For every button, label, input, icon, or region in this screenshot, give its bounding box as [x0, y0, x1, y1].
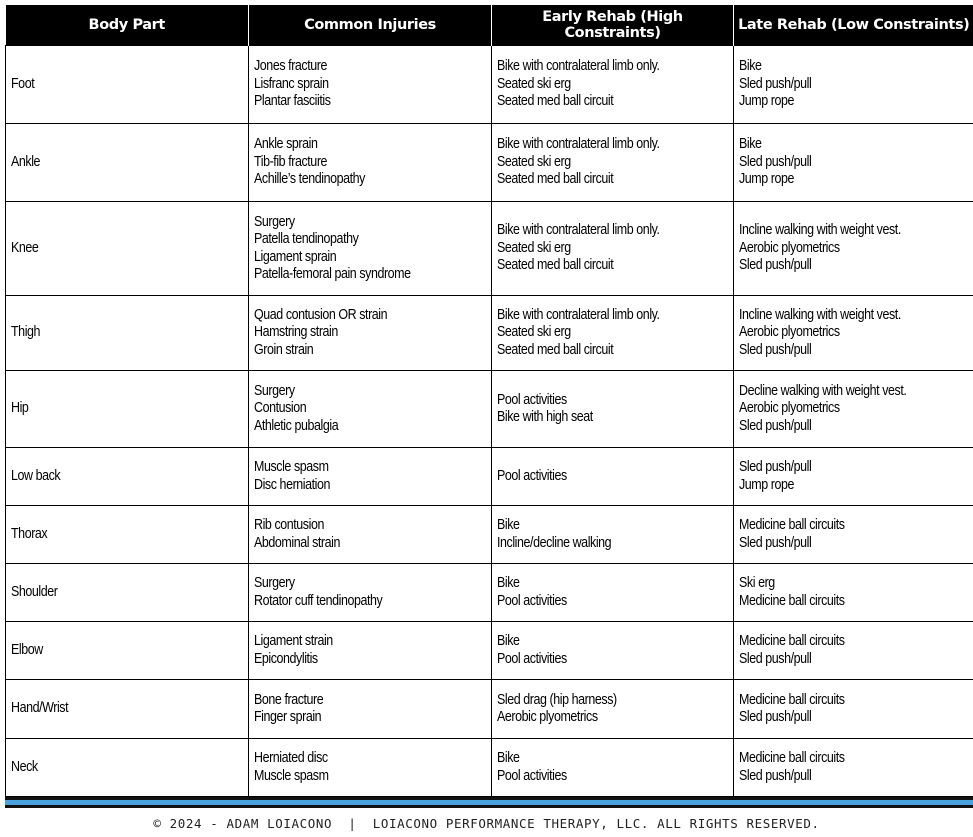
- cell-early-rehab-text: [497, 392, 593, 427]
- cell-line: Jump rope: [739, 171, 795, 188]
- cell-line: Bike with high seat: [497, 409, 593, 425]
- cell-late-rehab-text: [739, 136, 811, 189]
- cell-body-part: [6, 296, 249, 371]
- cell-line: Muscle spasm: [254, 459, 329, 475]
- cell-early-rehab: [492, 202, 734, 296]
- cell-line: Lisfranc sprain: [254, 75, 329, 92]
- cell-line: Rib contusion: [254, 517, 324, 533]
- cell-line: Medicine ball circuits: [739, 691, 845, 708]
- cell-common-injuries: [249, 124, 492, 202]
- cell-body-part: [6, 448, 249, 506]
- cell-line: Ligament sprain: [254, 248, 337, 265]
- cell-line: Medicine ball circuits: [739, 517, 845, 533]
- cell-body-part-text: Low back: [11, 467, 61, 484]
- cell-line: Seated ski erg: [497, 153, 571, 170]
- cell-line: Bike with contralateral limb only.: [497, 58, 660, 75]
- cell-line: Incline walking with weight vest.: [739, 306, 901, 323]
- rehab-table-container: [5, 5, 973, 797]
- cell-common-injuries-text: [254, 459, 330, 494]
- cell-line: Bike with contralateral limb only.: [497, 222, 660, 239]
- table-row: [6, 506, 973, 564]
- cell-line: Surgery: [254, 382, 295, 399]
- header-row: [6, 5, 973, 46]
- cell-common-injuries: [249, 506, 492, 564]
- cell-early-rehab-text: [497, 136, 660, 189]
- cell-body-part-text: Hip: [11, 400, 29, 417]
- cell-common-injuries: [249, 448, 492, 506]
- cell-early-rehab: [492, 448, 734, 506]
- table-row: [6, 680, 973, 739]
- cell-common-injuries: [249, 739, 492, 797]
- cell-line: Sled push/pull: [739, 459, 812, 475]
- cell-line: Jump rope: [739, 476, 795, 493]
- cell-line: Seated ski erg: [497, 239, 571, 256]
- cell-early-rehab-text: [497, 633, 567, 668]
- cell-line: Pool activities: [497, 592, 567, 609]
- cell-line: Seated med ball circuit: [497, 341, 614, 358]
- cell-line: Seated ski erg: [497, 324, 571, 341]
- cell-line: Disc herniation: [254, 476, 331, 493]
- table-row: [6, 124, 973, 202]
- bottom-rule: [5, 797, 973, 809]
- cell-late-rehab: [734, 564, 973, 622]
- cell-line: Bike with contralateral limb only.: [497, 136, 660, 153]
- copyright-footer: © 2024 - ADAM LOIACONO | LOIACONO PERFORMANCE THERAPY, LLC. ALL RIGHTS RESERVED.: [153, 816, 820, 831]
- cell-late-rehab-text: [739, 633, 845, 668]
- cell-early-rehab: [492, 564, 734, 622]
- cell-line: Bone fracture: [254, 691, 324, 708]
- cell-common-injuries: [249, 371, 492, 448]
- cell-late-rehab-text: [739, 307, 901, 360]
- cell-body-part: [6, 680, 249, 739]
- cell-late-rehab: [734, 202, 973, 296]
- cell-line: Bike with contralateral limb only.: [497, 306, 660, 323]
- cell-line: Herniated disc: [254, 750, 328, 766]
- cell-early-rehab-text: [497, 468, 567, 486]
- cell-early-rehab: [492, 506, 734, 564]
- cell-line: Rotator cuff tendinopathy: [254, 592, 383, 609]
- cell-line: Abdominal strain: [254, 534, 340, 551]
- cell-late-rehab: [734, 124, 973, 202]
- cell-line: Bike: [497, 517, 520, 533]
- table-header: [6, 5, 973, 46]
- cell-line: Patella-femoral pain syndrome: [254, 266, 411, 282]
- cell-body-part-text: Thigh: [11, 324, 41, 341]
- cell-body-part-text: Knee: [11, 239, 39, 256]
- cell-late-rehab-text: [739, 459, 811, 494]
- cell-line: Aerobic plyometrics: [497, 709, 598, 725]
- cell-late-rehab: [734, 739, 973, 797]
- cell-line: Sled push/pull: [739, 417, 812, 434]
- rule-black-bottom: [5, 805, 973, 808]
- table-row: [6, 622, 973, 680]
- cell-line: Athletic pubalgia: [254, 417, 339, 434]
- cell-body-part-text: Shoulder: [11, 583, 58, 600]
- cell-common-injuries-text: [254, 214, 411, 284]
- cell-body-part-text: Thorax: [11, 525, 48, 542]
- cell-body-part: [6, 622, 249, 680]
- cell-line: Sled push/pull: [739, 75, 812, 92]
- cell-late-rehab: [734, 371, 973, 448]
- cell-late-rehab-text: [739, 58, 811, 111]
- cell-common-injuries-text: [254, 517, 340, 552]
- cell-line: Patella tendinopathy: [254, 231, 359, 247]
- cell-body-part-text: Elbow: [11, 641, 43, 658]
- header-late-rehab: Late Rehab (Low Constraints): [734, 5, 973, 46]
- cell-line: Quad contusion OR strain: [254, 306, 388, 323]
- cell-common-injuries: [249, 680, 492, 739]
- cell-late-rehab: [734, 296, 973, 371]
- cell-line: Incline/decline walking: [497, 534, 612, 551]
- cell-line: Pool activities: [497, 650, 567, 667]
- cell-late-rehab-text: [739, 575, 845, 610]
- header-early-rehab: Early Rehab (High Constraints): [492, 5, 734, 46]
- cell-line: Sled push/pull: [739, 534, 812, 551]
- cell-line: Aerobic plyometrics: [739, 400, 840, 417]
- cell-line: Muscle spasm: [254, 767, 329, 784]
- cell-line: Achille’s tendinopathy: [254, 171, 365, 188]
- cell-early-rehab: [492, 296, 734, 371]
- cell-line: Sled drag (hip harness): [497, 691, 617, 708]
- cell-early-rehab: [492, 46, 734, 124]
- cell-line: Bike: [497, 750, 520, 766]
- cell-line: Bike: [739, 58, 762, 75]
- cell-late-rehab: [734, 622, 973, 680]
- header-body-part: Body Part: [6, 5, 249, 46]
- cell-common-injuries-text: [254, 58, 331, 111]
- cell-body-part-text: Neck: [11, 758, 38, 775]
- cell-body-part: [6, 124, 249, 202]
- cell-early-rehab: [492, 371, 734, 448]
- cell-early-rehab-text: [497, 58, 660, 111]
- cell-line: Ligament strain: [254, 633, 333, 649]
- cell-line: Sled push/pull: [739, 709, 812, 725]
- cell-line: Hamstring strain: [254, 324, 338, 341]
- table-body: [6, 46, 973, 797]
- cell-line: Pool activities: [497, 467, 567, 484]
- cell-line: Sled push/pull: [739, 153, 812, 170]
- cell-common-injuries-text: [254, 136, 365, 189]
- cell-line: Jones fracture: [254, 58, 328, 75]
- cell-early-rehab-text: [497, 307, 660, 360]
- cell-line: Medicine ball circuits: [739, 592, 845, 609]
- cell-line: Medicine ball circuits: [739, 750, 845, 766]
- cell-line: Bike: [739, 136, 762, 153]
- cell-line: Decline walking with weight vest.: [739, 382, 907, 399]
- cell-common-injuries-text: [254, 633, 333, 668]
- cell-line: Incline walking with weight vest.: [739, 222, 901, 239]
- cell-line: Tib-fib fracture: [254, 153, 328, 170]
- cell-line: Finger sprain: [254, 709, 322, 725]
- cell-line: Ski erg: [739, 575, 775, 591]
- cell-line: Sled push/pull: [739, 341, 812, 358]
- cell-line: Sled push/pull: [739, 257, 812, 274]
- cell-line: Aerobic plyometrics: [739, 239, 840, 256]
- cell-early-rehab: [492, 622, 734, 680]
- cell-line: Pool activities: [497, 391, 567, 408]
- cell-early-rehab-text: [497, 222, 660, 275]
- cell-line: Epicondylitis: [254, 650, 318, 667]
- cell-late-rehab: [734, 448, 973, 506]
- cell-body-part-text: Hand/Wrist: [11, 700, 69, 717]
- rehab-table: [5, 5, 973, 797]
- cell-line: Surgery: [254, 213, 295, 230]
- cell-late-rehab: [734, 680, 973, 739]
- cell-common-injuries: [249, 202, 492, 296]
- cell-common-injuries-text: [254, 575, 382, 610]
- cell-late-rehab-text: [739, 383, 906, 436]
- cell-line: Seated med ball circuit: [497, 93, 614, 110]
- cell-common-injuries-text: [254, 750, 329, 785]
- cell-body-part-text: Foot: [11, 75, 35, 92]
- cell-early-rehab: [492, 739, 734, 797]
- cell-line: Jump rope: [739, 93, 795, 110]
- cell-body-part: [6, 739, 249, 797]
- cell-line: Medicine ball circuits: [739, 633, 845, 649]
- cell-line: Plantar fasciitis: [254, 93, 331, 110]
- cell-body-part: [6, 371, 249, 448]
- cell-early-rehab-text: [497, 750, 567, 785]
- cell-body-part: [6, 46, 249, 124]
- cell-common-injuries-text: [254, 307, 387, 360]
- header-common-injuries: Common Injuries: [249, 5, 492, 46]
- table-row: [6, 296, 973, 371]
- cell-line: Seated med ball circuit: [497, 257, 614, 274]
- cell-early-rehab: [492, 680, 734, 739]
- cell-common-injuries-text: [254, 692, 323, 727]
- table-row: [6, 448, 973, 506]
- table-row: [6, 371, 973, 448]
- cell-common-injuries: [249, 46, 492, 124]
- cell-body-part: [6, 506, 249, 564]
- table-row: [6, 202, 973, 296]
- cell-line: Seated ski erg: [497, 75, 571, 92]
- cell-early-rehab-text: [497, 692, 617, 727]
- cell-common-injuries: [249, 296, 492, 371]
- cell-line: Sled push/pull: [739, 767, 812, 784]
- cell-late-rehab-text: [739, 692, 845, 727]
- cell-common-injuries: [249, 622, 492, 680]
- table-row: [6, 46, 973, 124]
- cell-line: Ankle sprain: [254, 136, 318, 153]
- table-row: [6, 739, 973, 797]
- cell-common-injuries: [249, 564, 492, 622]
- cell-line: Surgery: [254, 575, 295, 591]
- cell-late-rehab-text: [739, 750, 845, 785]
- cell-line: Groin strain: [254, 341, 314, 358]
- cell-early-rehab-text: [497, 517, 611, 552]
- table-row: [6, 564, 973, 622]
- cell-late-rehab: [734, 506, 973, 564]
- cell-early-rehab: [492, 124, 734, 202]
- cell-late-rehab-text: [739, 222, 901, 275]
- cell-early-rehab-text: [497, 575, 567, 610]
- cell-line: Sled push/pull: [739, 650, 812, 667]
- cell-body-part: [6, 202, 249, 296]
- cell-body-part: [6, 564, 249, 622]
- cell-common-injuries-text: [254, 383, 338, 436]
- cell-line: Bike: [497, 633, 520, 649]
- cell-line: Aerobic plyometrics: [739, 324, 840, 341]
- cell-line: Pool activities: [497, 767, 567, 784]
- cell-late-rehab-text: [739, 517, 845, 552]
- cell-late-rehab: [734, 46, 973, 124]
- cell-body-part-text: Ankle: [11, 153, 41, 170]
- cell-line: Contusion: [254, 400, 307, 417]
- cell-line: Seated med ball circuit: [497, 171, 614, 188]
- cell-line: Bike: [497, 575, 520, 591]
